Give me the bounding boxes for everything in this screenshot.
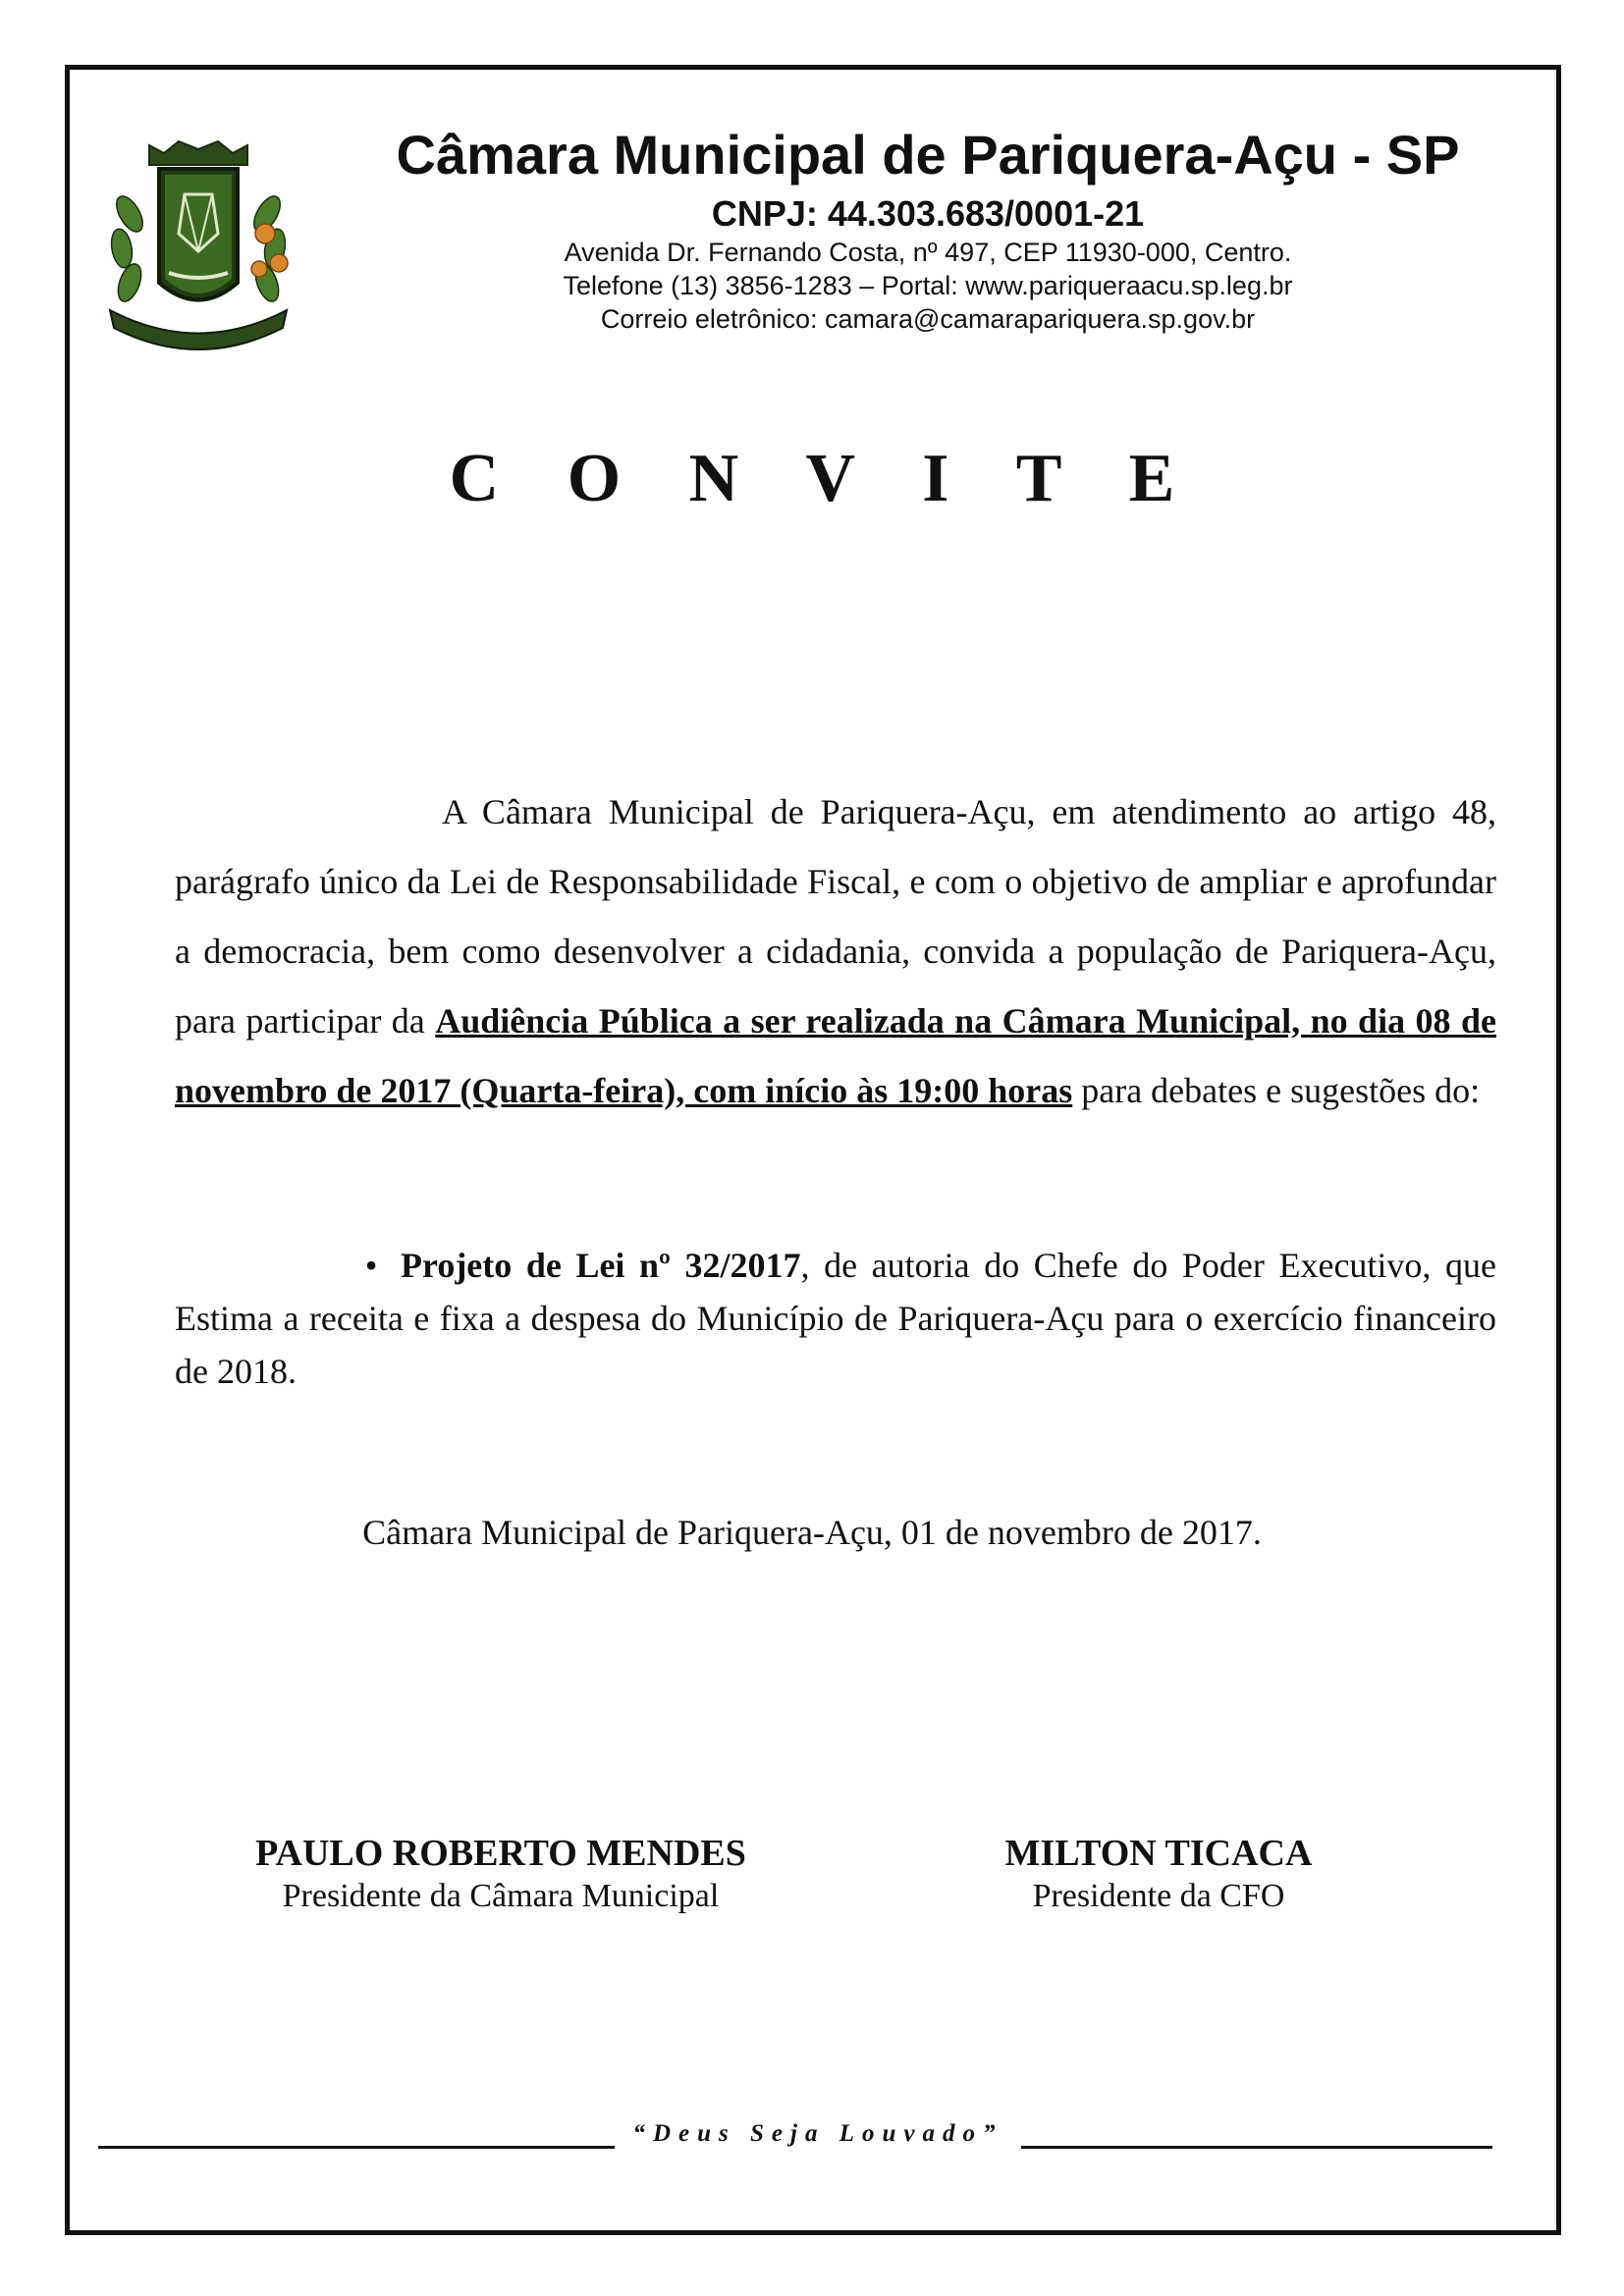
municipal-coat-of-arms-icon	[90, 135, 306, 361]
footer	[98, 2120, 1492, 2160]
paragraph-text-end: para debates e sugestões do:	[1072, 1071, 1481, 1110]
document-title: C O N V I T E	[449, 441, 1201, 516]
signatory-role: Presidente da Câmara Municipal	[282, 1878, 720, 1914]
hearing-details: Audiência Pública a ser realizada na Câmara Municipal, no dia 08 de novembro de 2017 (Quarta-feira), com início às 19:00 horas	[175, 1001, 1496, 1110]
bill-list-item	[175, 1239, 1496, 1398]
paragraph-text-start: A Câmara Municipal de Pariquera-Açu, em atendimento ao artigo 48, parágrafo único da Lei de Responsabilidade Fiscal, e com o objetivo de ampliar e aprofundar a democracia, bem como desenvolver a cidadania, convida a população de Pariquera-Açu, para participar da	[175, 792, 1496, 1041]
footer-divider-right	[1021, 2146, 1492, 2149]
place-date: Câmara Municipal de Pariquera-Açu, 01 de novembro de 2017.	[362, 1513, 1262, 1552]
footer-motto: “Deus Seja Louvado”	[632, 2120, 1003, 2147]
signatory-name: MILTON TICACA	[1004, 1833, 1313, 1874]
cnpj-number: CNPJ: 44.303.683/0001-21	[711, 193, 1145, 234]
organization-name: Câmara Municipal de Pariquera-Açu - SP	[396, 124, 1460, 186]
signature-block-cfo	[933, 1832, 1384, 1918]
footer-divider-left	[98, 2146, 615, 2149]
phone-portal-line: Telefone (13) 3856-1283 – Portal: www.pariqueraacu.sp.leg.br	[563, 271, 1293, 300]
letterhead	[314, 122, 1542, 336]
signatory-name: PAULO ROBERTO MENDES	[255, 1833, 746, 1874]
bullet-icon: •	[364, 1246, 378, 1285]
signatory-role: Presidente da CFO	[1032, 1878, 1285, 1914]
bill-number: Projeto de Lei nº 32/2017	[401, 1246, 801, 1285]
address-line: Avenida Dr. Fernando Costa, nº 497, CEP 11930-000, Centro.	[564, 238, 1292, 267]
invitation-paragraph	[175, 777, 1496, 1126]
signature-block-president	[226, 1832, 776, 1918]
bill-description: , de autoria do Chefe do Poder Executivo, que Estima a receita e fixa a despesa do Município de Pariquera-Açu para o exercício financeiro de 2018.	[175, 1246, 1496, 1391]
email-line: Correio eletrônico: camara@camarapariquera.sp.gov.br	[600, 304, 1256, 334]
